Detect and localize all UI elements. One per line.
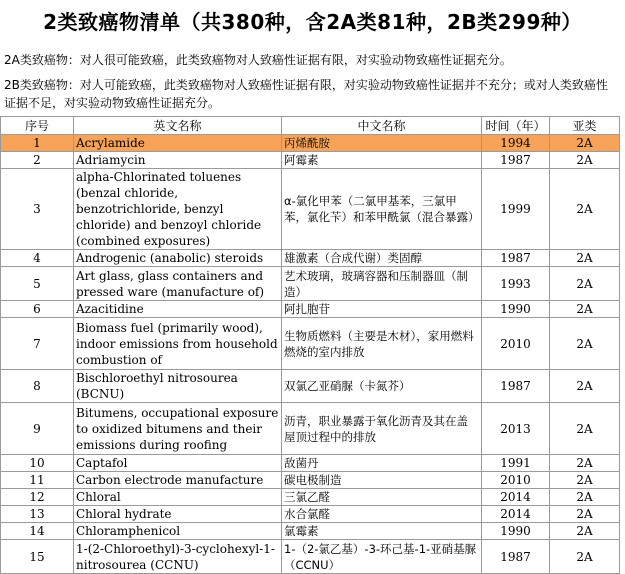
cell-year: 1994: [482, 135, 550, 152]
cell-subclass: 2A: [550, 301, 620, 318]
cell-no: 7: [1, 318, 74, 370]
cell-no: 15: [1, 540, 74, 574]
cell-subclass: 2A: [550, 455, 620, 472]
cell-year: 2013: [482, 403, 550, 455]
cell-no: 9: [1, 403, 74, 455]
cell-subclass: 2A: [550, 318, 620, 370]
cell-english-name: Azacitidine: [74, 301, 282, 318]
table-row: [1, 455, 620, 472]
cell-english-name: Bitumens, occupational exposure to oxidized bitumens and their emissions during roofing: [74, 403, 282, 455]
cell-no: 5: [1, 267, 74, 301]
cell-chinese-name: α-氯化甲苯（二氯甲基苯，三氯甲苯，氯化苄）和苯甲酰氯（混合暴露）: [282, 169, 482, 250]
cell-chinese-name: 雄激素（合成代谢）类固醇: [282, 250, 482, 267]
header-year: 时间（年）: [482, 117, 550, 135]
table-row: [1, 267, 620, 301]
cell-chinese-name: 氯霉素: [282, 523, 482, 540]
header-no: 序号: [1, 117, 74, 135]
cell-subclass: 2A: [550, 523, 620, 540]
cell-chinese-name: 沥青，职业暴露于氧化沥青及其在盖屋顶过程中的排放: [282, 403, 482, 455]
table-row: [1, 403, 620, 455]
cell-year: 1987: [482, 152, 550, 169]
cell-subclass: 2A: [550, 152, 620, 169]
cell-english-name: Acrylamide: [74, 135, 282, 152]
header-chinese-name: 中文名称: [282, 117, 482, 135]
cell-year: 1990: [482, 523, 550, 540]
cell-english-name: Carbon electrode manufacture: [74, 472, 282, 489]
table-row: [1, 523, 620, 540]
cell-year: 1987: [482, 370, 550, 403]
cell-chinese-name: 阿扎胞苷: [282, 301, 482, 318]
cell-english-name: Art glass, glass containers and pressed ware (manufacture of): [74, 267, 282, 301]
table-row: [1, 169, 620, 250]
cell-chinese-name: 艺术玻璃，玻璃容器和压制器皿（制造）: [282, 267, 482, 301]
cell-subclass: 2A: [550, 135, 620, 152]
cell-english-name: Chloral: [74, 489, 282, 506]
cell-year: 1999: [482, 169, 550, 250]
cell-no: 10: [1, 455, 74, 472]
cell-year: 1990: [482, 301, 550, 318]
cell-english-name: Captafol: [74, 455, 282, 472]
cell-english-name: Chloramphenicol: [74, 523, 282, 540]
cell-english-name: Bischloroethyl nitrosourea (BCNU): [74, 370, 282, 403]
cell-no: 11: [1, 472, 74, 489]
cell-no: 6: [1, 301, 74, 318]
cell-english-name: Biomass fuel (primarily wood), indoor emissions from household combustion of: [74, 318, 282, 370]
cell-no: 8: [1, 370, 74, 403]
cell-english-name: Chloral hydrate: [74, 506, 282, 523]
cell-chinese-name: 阿霉素: [282, 152, 482, 169]
cell-no: 13: [1, 506, 74, 523]
cell-no: 12: [1, 489, 74, 506]
cell-english-name: Adriamycin: [74, 152, 282, 169]
cell-english-name: Androgenic (anabolic) steroids: [74, 250, 282, 267]
table-row: [1, 370, 620, 403]
cell-no: 1: [1, 135, 74, 152]
table-row: [1, 318, 620, 370]
cell-no: 2: [1, 152, 74, 169]
cell-year: 1987: [482, 540, 550, 574]
cell-chinese-name: 双氯乙亚硝脲（卡氮芥）: [282, 370, 482, 403]
cell-chinese-name: 1-（2-氯乙基）-3-环己基-1-亚硝基脲（CCNU）: [282, 540, 482, 574]
table-header-row: [1, 117, 620, 135]
table-row: [1, 472, 620, 489]
cell-subclass: 2A: [550, 506, 620, 523]
cell-subclass: 2A: [550, 472, 620, 489]
cell-subclass: 2A: [550, 489, 620, 506]
table-row: [1, 152, 620, 169]
cell-subclass: 2A: [550, 250, 620, 267]
cell-chinese-name: 三氯乙醛: [282, 489, 482, 506]
cell-subclass: 2A: [550, 540, 620, 574]
header-english-name: 英文名称: [74, 117, 282, 135]
cell-chinese-name: 生物质燃料（主要是木材），家用燃料燃烧的室内排放: [282, 318, 482, 370]
cell-subclass: 2A: [550, 169, 620, 250]
note-2a-definition: 2A类致癌物：对人很可能致癌，此类致癌物对人致癌性证据有限，对实验动物致癌性证据充分。: [4, 53, 512, 67]
table-row: [1, 301, 620, 318]
header-subclass: 亚类: [550, 117, 620, 135]
cell-subclass: 2A: [550, 403, 620, 455]
cell-chinese-name: 水合氯醛: [282, 506, 482, 523]
cell-year: 2010: [482, 472, 550, 489]
table-row: [1, 506, 620, 523]
table-row: [1, 250, 620, 267]
cell-subclass: 2A: [550, 370, 620, 403]
cell-english-name: 1-(2-Chloroethyl)-3-cyclohexyl-1-nitrosourea (CCNU): [74, 540, 282, 574]
cell-subclass: 2A: [550, 267, 620, 301]
cell-year: 2010: [482, 318, 550, 370]
carcinogen-table: [0, 116, 620, 574]
cell-english-name: alpha-Chlorinated toluenes (benzal chloride, benzotrichloride, benzyl chloride) and benzoyl chloride (combined exposures): [74, 169, 282, 250]
table-row: [1, 540, 620, 574]
note-2b-definition: 2B类致癌物：对人可能致癌，此类致癌物对人致癌性证据有限，对实验动物致癌性证据并不充分；或对人类致癌性证据不足，对实验动物致癌性证据充分。: [4, 78, 608, 110]
table-row: [1, 135, 620, 152]
cell-chinese-name: 碳电极制造: [282, 472, 482, 489]
cell-no: 4: [1, 250, 74, 267]
page-title: 2类致癌物清单（共380种，含2A类81种，2B类299种）: [43, 10, 582, 34]
cell-year: 1987: [482, 250, 550, 267]
cell-year: 1993: [482, 267, 550, 301]
cell-chinese-name: 敌菌丹: [282, 455, 482, 472]
table-row: [1, 489, 620, 506]
cell-chinese-name: 丙烯酰胺: [282, 135, 482, 152]
cell-year: 1991: [482, 455, 550, 472]
cell-no: 14: [1, 523, 74, 540]
cell-year: 2014: [482, 506, 550, 523]
cell-year: 2014: [482, 489, 550, 506]
cell-no: 3: [1, 169, 74, 250]
